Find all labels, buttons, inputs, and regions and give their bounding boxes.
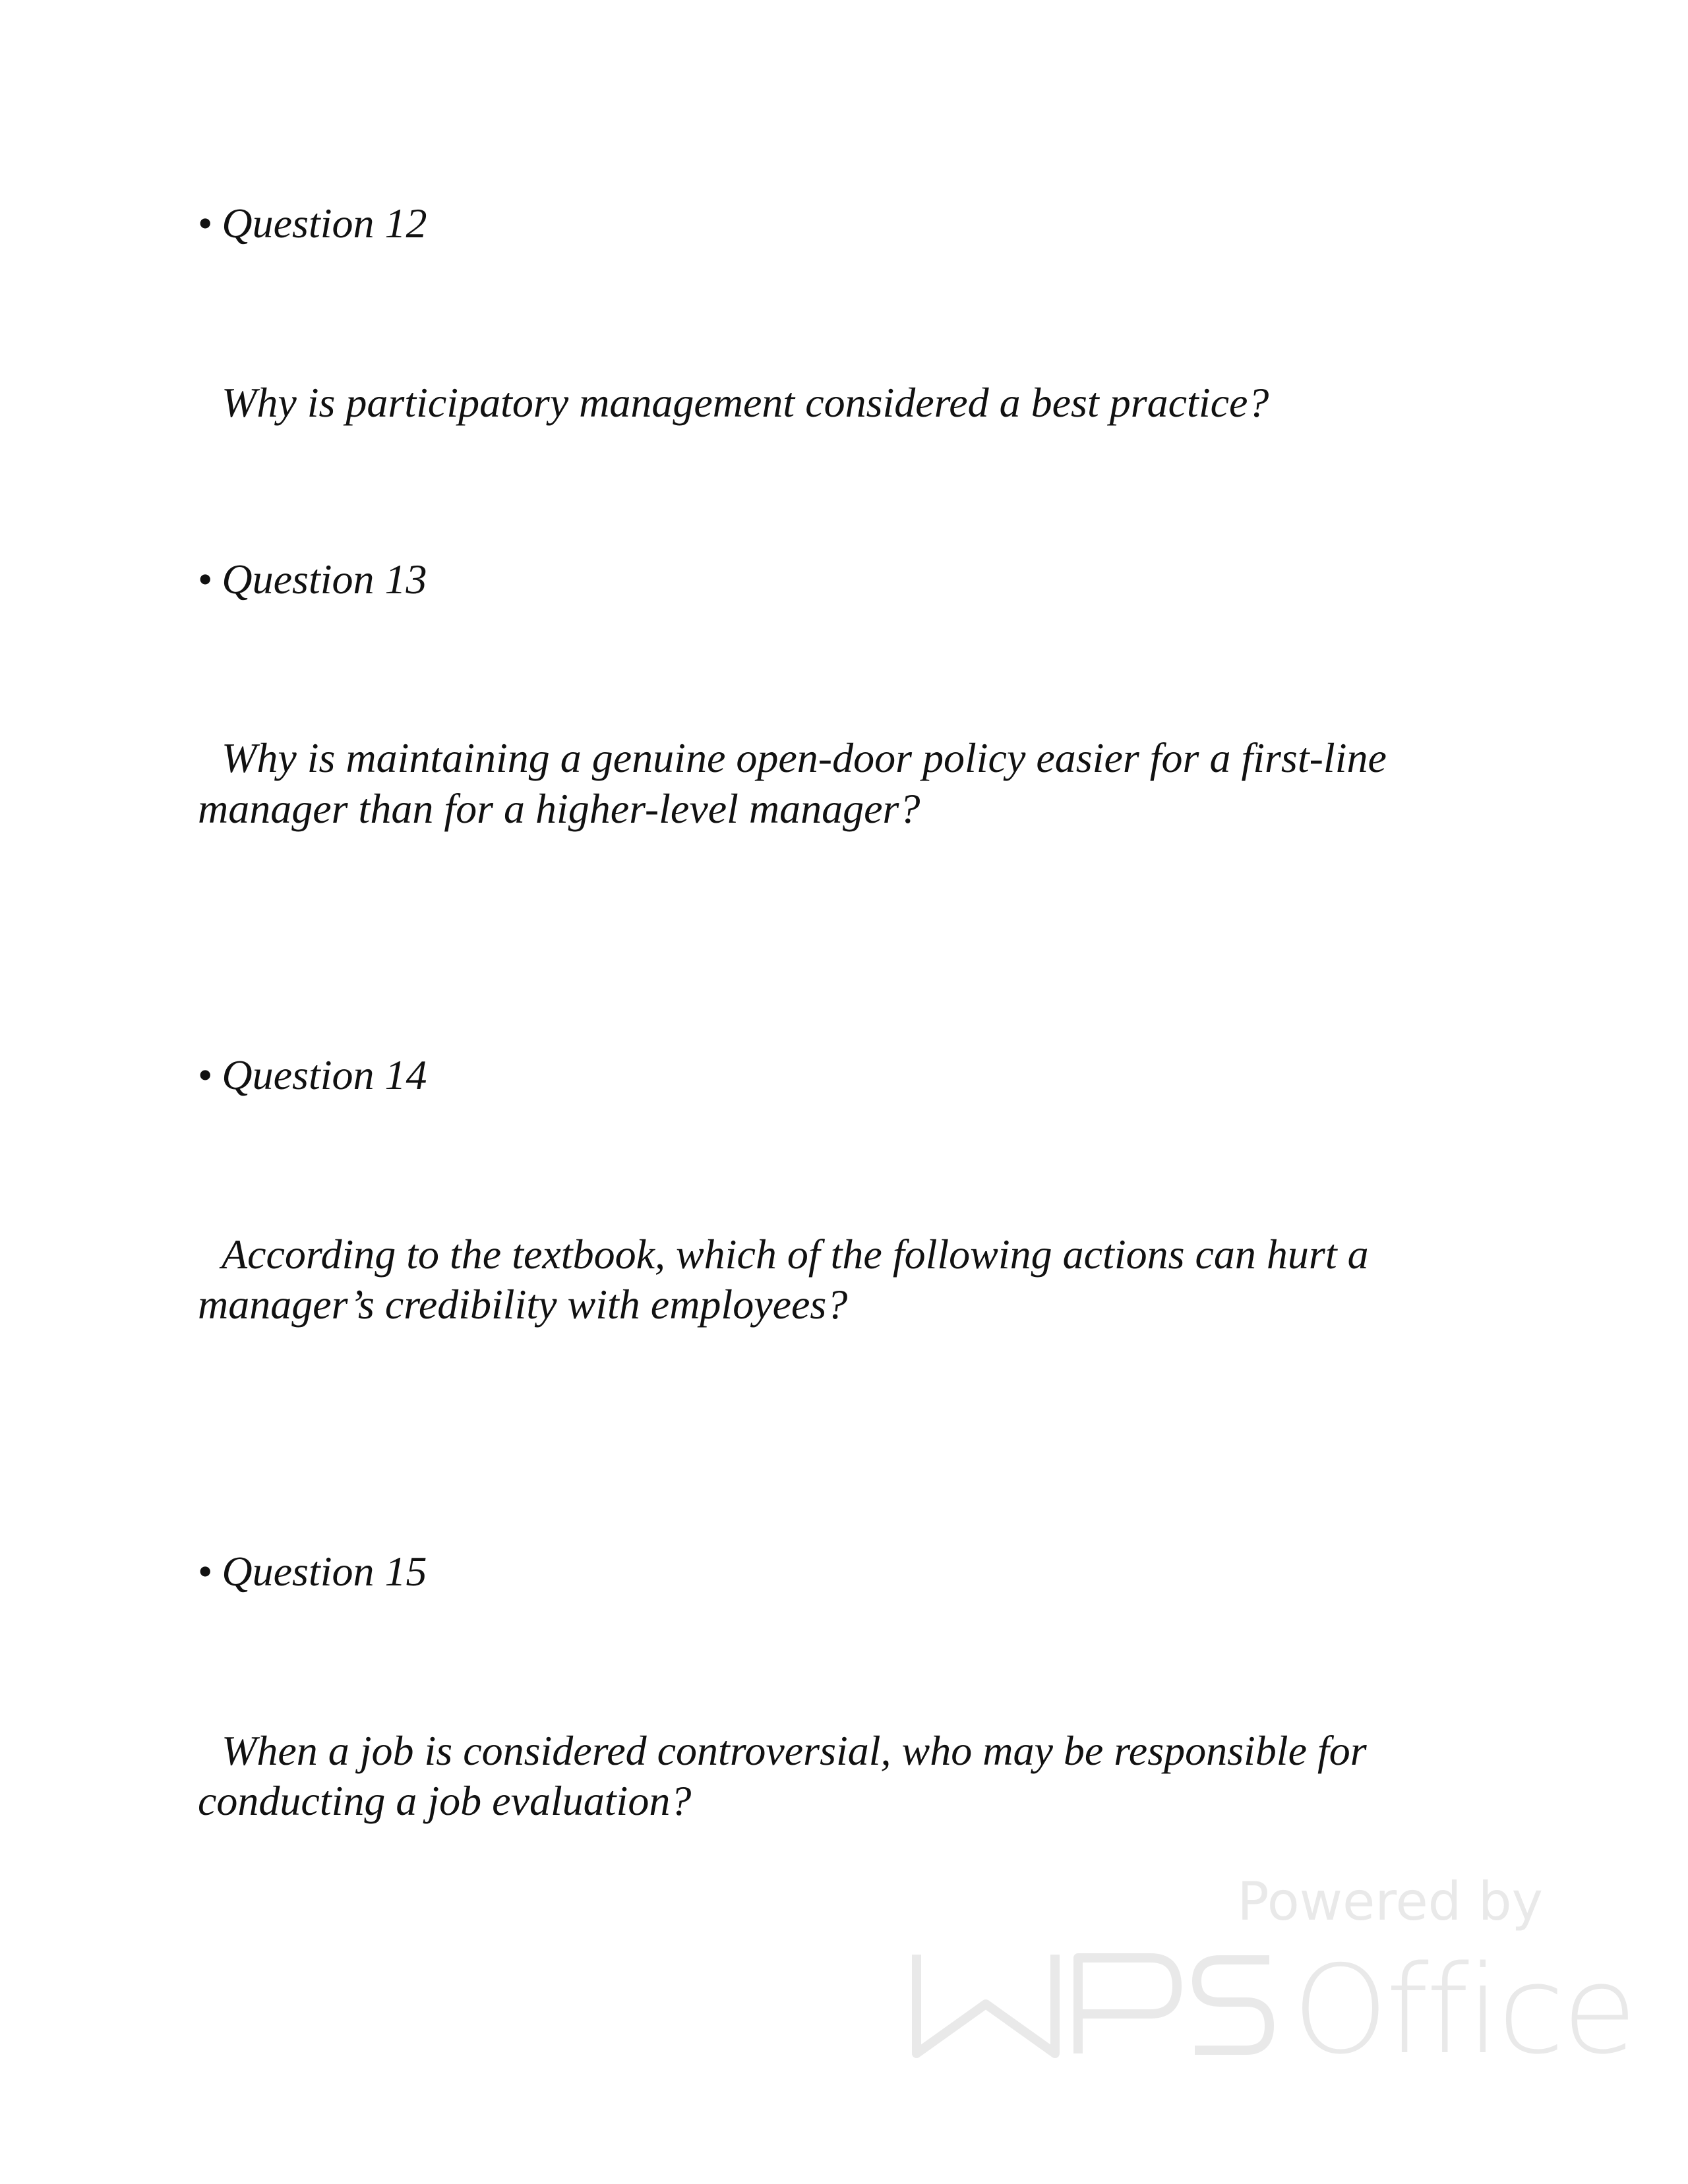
question-14-text-line-1: According to the textbook, which of the following actions can hurt a <box>222 1231 1369 1278</box>
svg-text:Office: Office <box>1292 1939 1635 2081</box>
question-13-text-line-1: Why is maintaining a genuine open-door policy easier for a first-line <box>222 734 1387 781</box>
question-12-text: Why is participatory management considered a best practice? <box>222 379 1269 426</box>
bullet-icon: • <box>198 556 213 603</box>
question-15-text-line-2: conducting a job evaluation? <box>198 1777 692 1824</box>
question-14-heading: • Question 14 <box>198 1051 427 1098</box>
question-13-heading: • Question 13 <box>198 556 427 603</box>
question-14-text-line-2: manager’s credibility with employees? <box>198 1281 848 1328</box>
bullet-icon: • <box>198 1548 213 1595</box>
wps-office-watermark <box>910 1871 1635 2081</box>
watermark-powered-by: Powered by <box>1237 1871 1543 1932</box>
bullet-icon: • <box>198 200 213 247</box>
question-15-text-line-1: When a job is considered controversial, who may be responsible for <box>222 1727 1367 1774</box>
wps-office-logo <box>910 1939 1635 2081</box>
question-13-text-line-2: manager than for a higher-level manager? <box>198 785 920 832</box>
question-12-heading: • Question 12 <box>198 200 427 247</box>
question-15-heading: • Question 15 <box>198 1548 427 1595</box>
bullet-icon: • <box>198 1051 213 1098</box>
